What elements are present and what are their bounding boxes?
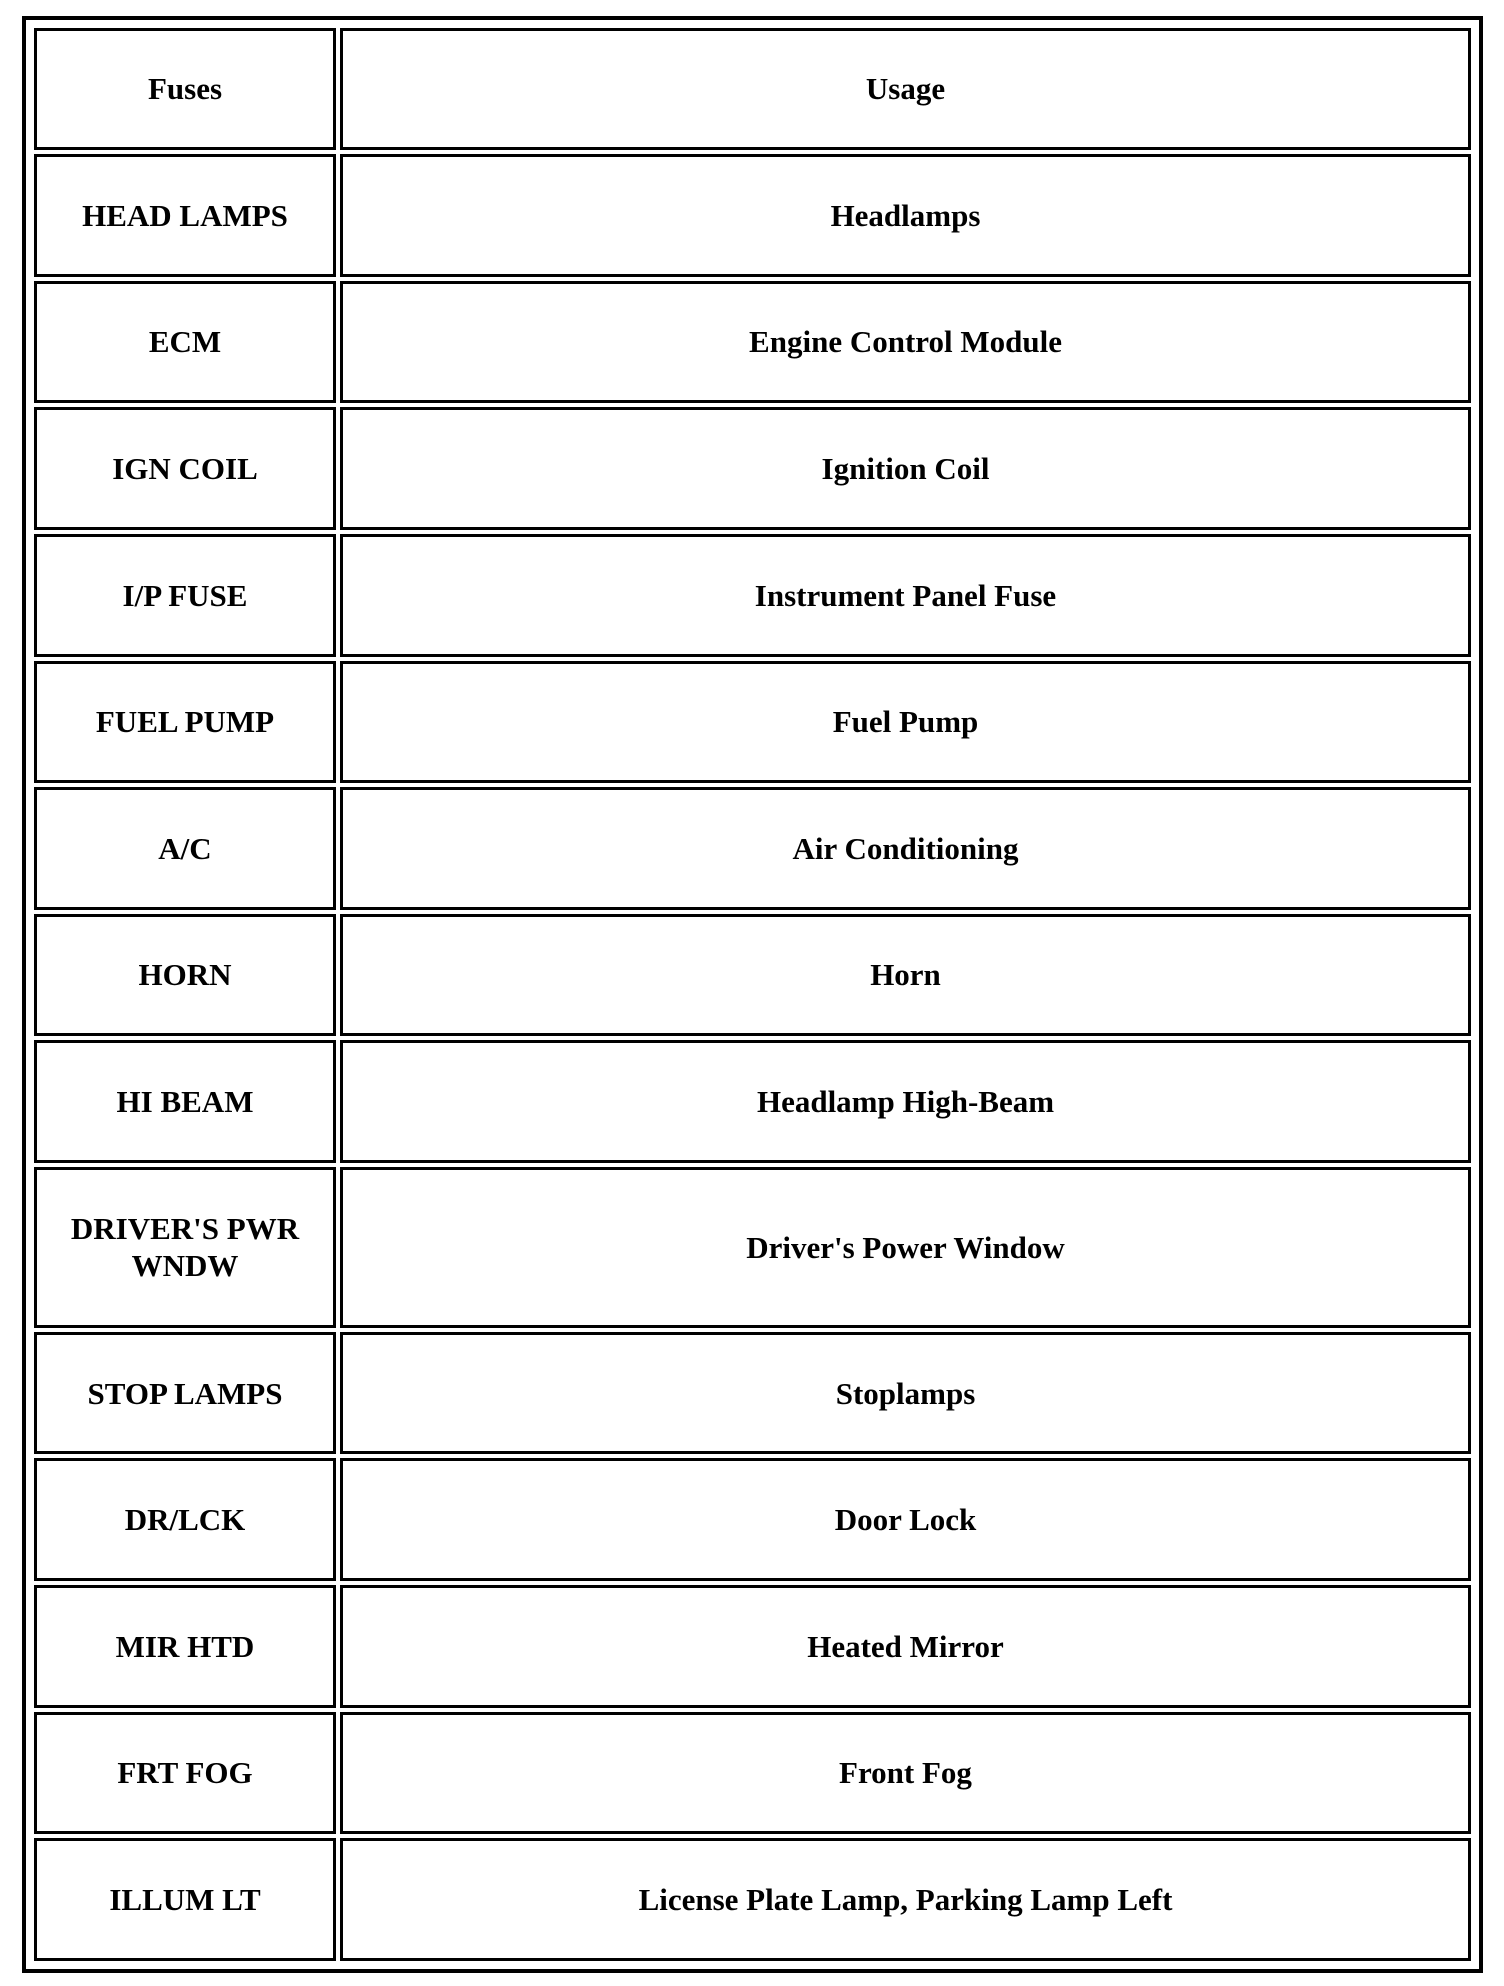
table-row <box>34 914 1471 1037</box>
fuse-cell: FUEL PUMP <box>34 661 336 784</box>
fuse-cell: FRT FOG <box>34 1712 336 1835</box>
usage-cell: Ignition Coil <box>340 407 1471 530</box>
fuse-cell: HI BEAM <box>34 1040 336 1163</box>
usage-cell: Fuel Pump <box>340 661 1471 784</box>
usage-cell: Stoplamps <box>340 1332 1471 1455</box>
fuse-usage-table <box>30 24 1475 1965</box>
usage-cell: Door Lock <box>340 1458 1471 1581</box>
fuse-cell: MIR HTD <box>34 1585 336 1708</box>
usage-cell: Heated Mirror <box>340 1585 1471 1708</box>
usage-cell: Headlamp High-Beam <box>340 1040 1471 1163</box>
table-header-row <box>34 28 1471 150</box>
table-row <box>34 154 1471 277</box>
table-row <box>34 1332 1471 1455</box>
fuse-cell: HORN <box>34 914 336 1037</box>
fuse-cell: STOP LAMPS <box>34 1332 336 1455</box>
table-row <box>34 1585 1471 1708</box>
table-row <box>34 1712 1471 1835</box>
header-fuses: Fuses <box>34 28 336 150</box>
table-row <box>34 787 1471 910</box>
fuse-cell: I/P FUSE <box>34 534 336 657</box>
fuse-cell: ILLUM LT <box>34 1838 336 1961</box>
usage-cell: Air Conditioning <box>340 787 1471 910</box>
fuse-cell: ECM <box>34 281 336 404</box>
usage-cell: Front Fog <box>340 1712 1471 1835</box>
header-usage: Usage <box>340 28 1471 150</box>
table-row <box>34 534 1471 657</box>
fuse-cell: A/C <box>34 787 336 910</box>
table-row <box>34 281 1471 404</box>
usage-cell: Horn <box>340 914 1471 1037</box>
usage-cell: Headlamps <box>340 154 1471 277</box>
fuse-cell: IGN COIL <box>34 407 336 530</box>
usage-cell: Instrument Panel Fuse <box>340 534 1471 657</box>
fuse-table-frame <box>22 16 1483 1973</box>
fuse-cell: DR/LCK <box>34 1458 336 1581</box>
table-row <box>34 1838 1471 1961</box>
fuse-cell: HEAD LAMPS <box>34 154 336 277</box>
table-row <box>34 1458 1471 1581</box>
usage-cell: License Plate Lamp, Parking Lamp Left <box>340 1838 1471 1961</box>
table-row <box>34 407 1471 530</box>
usage-cell: Driver's Power Window <box>340 1167 1471 1328</box>
table-row <box>34 661 1471 784</box>
usage-cell: Engine Control Module <box>340 281 1471 404</box>
table-row <box>34 1167 1471 1328</box>
fuse-cell: DRIVER'S PWR WNDW <box>34 1167 336 1328</box>
table-row <box>34 1040 1471 1163</box>
